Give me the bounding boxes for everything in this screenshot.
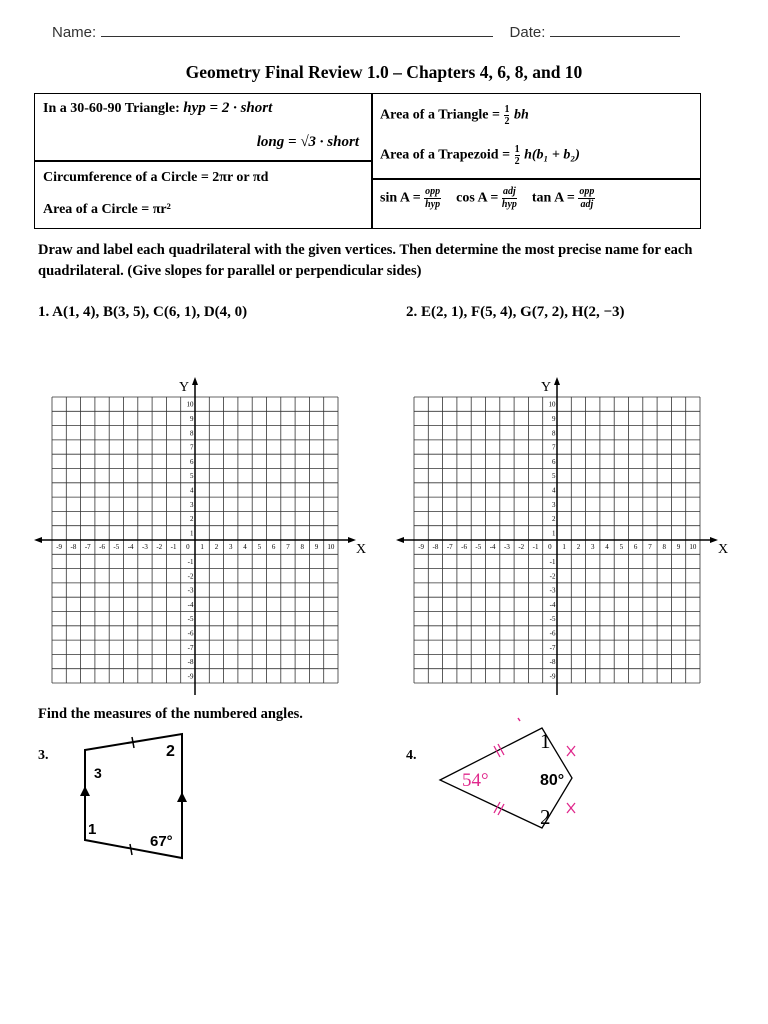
y-axis-top-arrow [192,377,198,385]
y-tick-label: -5 [549,615,556,624]
x-tick-label: -3 [504,543,510,551]
left-parallel-arrow [80,786,90,796]
x-tick-label: 0 [548,543,552,551]
cos-num: adj [503,186,516,197]
y-tick-label: 6 [552,457,556,466]
figure-3-trapezoid [70,728,220,863]
x-tick-label: 9 [676,543,681,551]
triangle-half-num: 1 [504,104,510,115]
x-axis-right-arrow [710,537,718,543]
sin-label: sin A = [380,190,421,206]
coordinate-grid-2[interactable] [392,375,732,695]
y-tick-label: -7 [187,643,194,652]
y-tick-label: 2 [552,515,556,524]
y-tick-label: -3 [549,586,556,595]
y-tick-label: -4 [549,600,556,609]
x-tick-label: 6 [271,543,276,551]
cos-den: hyp [501,199,517,210]
x-tick-label: -7 [446,543,453,551]
x-tick-label: -8 [432,543,439,551]
y-tick-label: -2 [549,572,556,581]
x-tick-label: -4 [127,543,134,551]
y-tick-label: -9 [187,672,194,681]
stray-mark [518,718,520,721]
y-tick-label: -2 [187,572,194,581]
angle-1-label: 1 [88,821,97,838]
x-tick-label: 4 [605,543,609,551]
trapezoid-area-formula [380,144,680,167]
angle-1-label: 1 [540,729,551,753]
x-tick-label: -3 [142,543,148,551]
y-tick-label: 4 [190,486,194,495]
x-tick-label: 7 [648,543,652,551]
problem-2: 2. E(2, 1), F(5, 4), G(7, 2), H(2, −3) [406,304,625,320]
x-tick-label: 9 [314,543,319,551]
top-side-tick [132,737,134,748]
date-label: Date: [509,24,546,41]
x-axis-left-arrow [34,537,42,543]
triangle-306090-label: In a 30-60-90 Triangle: [43,101,180,116]
x-tick-label: -1 [170,543,177,551]
cos-label: cos A = [456,190,499,206]
y-tick-label: 7 [190,443,194,452]
y-tick-label: 7 [552,443,556,452]
x-tick-label: 1 [562,543,566,551]
x-tick-label: -4 [489,543,496,551]
problem-3-number: 3. [38,748,49,763]
circle-area-formula: Area of a Circle = πr² [43,202,171,217]
x-tick-label: -9 [56,543,63,551]
circumference-formula: Circumference of a Circle = 2πr or πd [43,170,269,185]
x-tick-label: -8 [70,543,77,551]
y-axis-label: Y [541,380,552,395]
formula-table [34,93,701,229]
x-tick-label: -1 [532,543,539,551]
given-angle-54: 54° [462,770,489,791]
triangle-half-den: 2 [504,116,510,127]
instructions: Draw and label each quadrilateral with the given vertices. Then determine the most precise name for each quadrilateral. (Give slopes for parallel or perpendicular sides) [38,242,693,279]
bottom-side-tick [130,844,132,855]
given-angle-67: 67° [150,833,173,850]
y-tick-label: 4 [552,486,556,495]
x-axis-label: X [356,542,367,557]
tan-label: tan A = [531,190,575,206]
x-tick-label: 5 [619,543,624,551]
triangle-area-formula [380,104,680,127]
x-axis-right-arrow [348,537,356,543]
y-tick-label: -8 [187,658,194,667]
x-tick-label: -6 [461,543,467,551]
table-divider-right [371,178,701,180]
y-tick-label: 9 [190,414,194,423]
y-tick-label: 8 [552,429,556,438]
triangle-306090-cell [43,100,365,117]
x-tick-label: 8 [662,543,666,551]
y-tick-label: -1 [549,557,556,566]
angles-section-title: Find the measures of the numbered angles. [38,706,303,722]
y-tick-label: -8 [549,658,556,667]
x-tick-label: -5 [113,543,120,551]
y-tick-label: -7 [549,643,556,652]
coordinate-grid-1[interactable] [30,375,370,695]
sin-den: hyp [425,199,441,210]
y-axis-top-arrow [554,377,560,385]
name-label: Name: [52,24,97,41]
triangle-306090-long: long = √3 · short [256,134,359,150]
y-tick-label: -9 [549,672,556,681]
x-axis-label: X [718,542,729,557]
y-tick-label: -1 [187,557,194,566]
x-tick-label: 2 [576,543,581,551]
y-tick-label: 5 [190,472,194,481]
tan-den: adj [580,199,594,210]
x-tick-label: 7 [286,543,290,551]
trapezoid-area-label: Area of a Trapezoid = [380,147,511,163]
x-tick-label: 3 [229,543,233,551]
trig-ratios [380,186,700,211]
problem-1: 1. A(1, 4), B(3, 5), C(6, 1), D(4, 0) [38,304,248,320]
angle-2-label: 2 [540,805,551,829]
y-tick-label: 3 [190,500,194,509]
x-tick-label: 10 [327,543,335,551]
x-tick-label: -2 [518,543,525,551]
x-tick-label: 2 [214,543,219,551]
trapezoid-area-expr: h(b₁ + b₂) [524,147,580,163]
x-tick-label: 10 [689,543,697,551]
x-tick-label: 3 [591,543,595,551]
table-divider-vertical [371,94,373,228]
x-tick-label: -9 [418,543,425,551]
problem-4-number: 4. [406,748,417,763]
x-tick-label: 8 [300,543,304,551]
y-tick-label: 3 [552,500,556,509]
x-axis-left-arrow [396,537,404,543]
x-tick-label: -2 [156,543,163,551]
trapezoid-half-num: 1 [514,144,520,155]
y-tick-label: 10 [548,400,556,409]
x-tick-label: -7 [84,543,91,551]
y-tick-label: 6 [190,457,194,466]
y-axis-label: Y [179,380,190,395]
triangle-306090-long-cell [43,134,359,151]
x-tick-label: -6 [99,543,105,551]
tan-num: opp [579,186,595,197]
y-tick-label: 2 [190,515,194,524]
y-tick-label: 9 [552,414,556,423]
x-tick-label: -5 [475,543,482,551]
x-tick-label: 6 [633,543,638,551]
y-tick-label: -3 [187,586,194,595]
y-tick-label: 1 [552,529,556,538]
figure-4-kite [430,712,610,837]
x-tick-label: 5 [257,543,262,551]
angle-2-label: 2 [166,743,175,760]
y-tick-label: 1 [190,529,194,538]
triangle-306090-hyp: hyp = 2 · short [183,100,273,116]
x-tick-label: 1 [200,543,204,551]
triangle-area-expr: bh [513,107,529,123]
right-parallel-arrow [177,792,187,802]
table-divider-left [35,160,371,162]
y-tick-label: -5 [187,615,194,624]
sin-num: opp [425,186,441,197]
date-blank[interactable] [550,22,680,37]
y-tick-label: -6 [187,629,194,638]
trapezoid-half-den: 2 [514,156,520,167]
triangle-area-label: Area of a Triangle = [380,107,500,123]
y-tick-label: 5 [552,472,556,481]
name-date-line [52,22,702,44]
name-blank[interactable] [101,22,493,37]
angle-3-label: 3 [94,765,102,781]
x-tick-label: 4 [243,543,247,551]
y-tick-label: -6 [549,629,556,638]
y-tick-label: 10 [186,400,194,409]
y-tick-label: -4 [187,600,194,609]
y-tick-label: 8 [190,429,194,438]
page-title: Geometry Final Review 1.0 – Chapters 4, 6, 8, and 10 [185,62,583,82]
given-angle-80: 80° [540,772,565,789]
x-tick-label: 0 [186,543,190,551]
